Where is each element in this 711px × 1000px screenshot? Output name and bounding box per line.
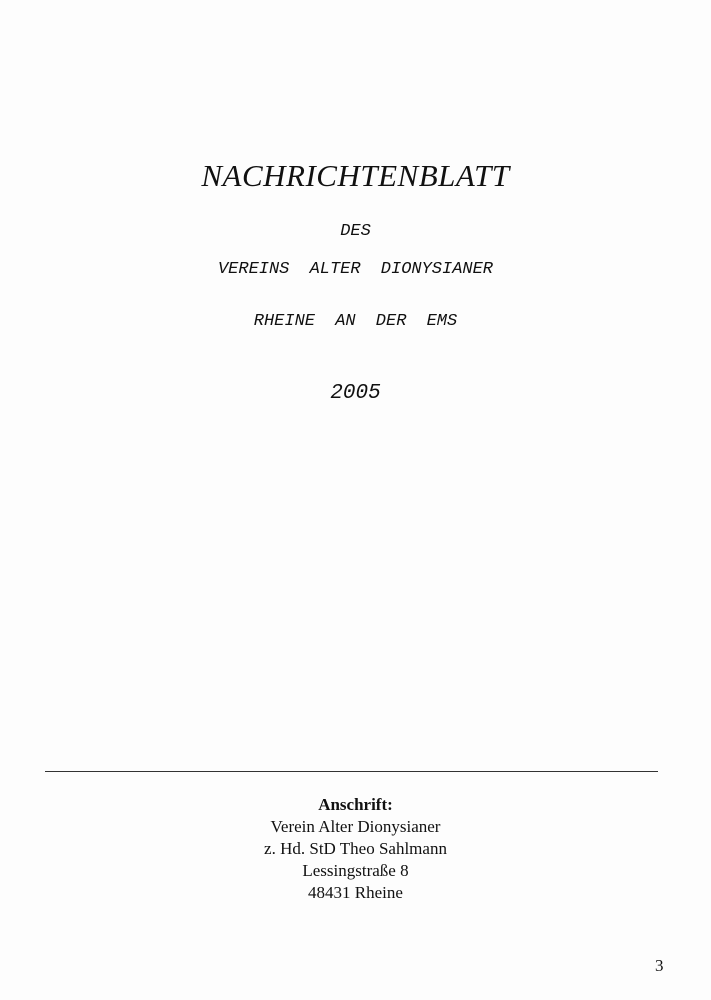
address-line: Lessingstraße 8 [302, 861, 409, 880]
year: 2005 [330, 382, 381, 405]
address-line: z. Hd. StD Theo Sahlmann [264, 839, 447, 858]
subtitle-des: DES [340, 222, 371, 241]
page-number: 3 [655, 956, 664, 975]
address-line: 48431 Rheine [308, 883, 403, 902]
document-title: NACHRICHTENBLATT [201, 158, 510, 193]
address-line: Verein Alter Dionysianer [270, 817, 441, 836]
organization-name: VEREINS ALTER DIONYSIANER [217, 260, 494, 279]
location: RHEINE AN DER EMS [253, 312, 458, 331]
divider-line [45, 771, 658, 772]
address-heading: Anschrift: [318, 795, 393, 814]
